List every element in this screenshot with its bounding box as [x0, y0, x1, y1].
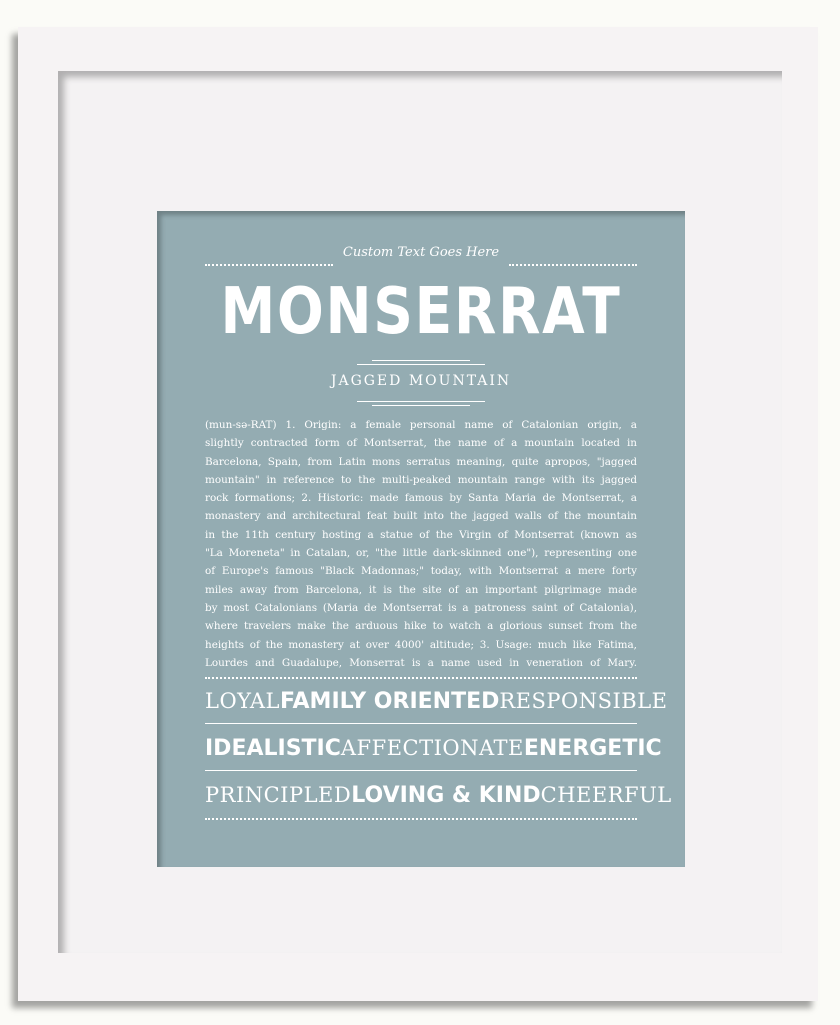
definition-line: "La Moreneta" in Catalan, or, "the little dark-skinned one"), representing one — [205, 547, 637, 560]
definition-line: mountain" in reference to the multi-peaked mountain range with its jagged — [205, 473, 637, 486]
definition-line: rock formations; 2. Historic: made famous by Santa Maria de Montserrat, a — [205, 492, 637, 505]
trait: CHEERFUL — [540, 783, 672, 807]
traits-row-1 — [205, 684, 668, 718]
definition-line: by most Catalonians (Maria de Montserrat is a patroness saint of Catalonia), — [205, 601, 637, 614]
definition-line: Barcelona, Spain, from Latin mons serratus meaning, quite apropos, "jagged — [205, 455, 637, 468]
name-meaning: JAGGED MOUNTAIN — [330, 373, 512, 389]
trait: LOYAL — [205, 689, 281, 713]
definition-line: Lourdes and Guadalupe, Monserrat is a name used in veneration of Mary. — [205, 656, 637, 669]
dotted-divider-traits-bottom — [205, 818, 637, 820]
rule-lower-wide — [357, 401, 485, 402]
mat-board — [58, 71, 782, 953]
traits-divider-1 — [205, 723, 637, 724]
definition-line: of Europe's famous "Black Madonnas;" today, with Montserrat a mere forty — [205, 565, 637, 578]
trait: ENERGETIC — [523, 735, 662, 761]
trait: LOVING & KIND — [351, 782, 541, 808]
definition-line: heights of the monastery at over 4000' altitude; 3. Usage: much like Fatima, — [205, 638, 637, 651]
definition-line: in the 11th century hosting a statue of the Virgin of Montserrat (known as — [205, 528, 637, 541]
trait: IDEALISTIC — [205, 735, 341, 761]
traits-row-2 — [205, 731, 662, 765]
trait: PRINCIPLED — [205, 783, 352, 807]
trait: AFFECTIONATE — [340, 736, 524, 760]
poster-name: MONSERRAT — [220, 275, 622, 349]
custom-text: Custom Text Goes Here — [342, 245, 500, 260]
name-poster — [157, 211, 685, 867]
rule-upper-wide — [357, 364, 485, 365]
dotted-divider-left — [205, 264, 333, 266]
dotted-divider-right — [509, 264, 637, 266]
traits-divider-2 — [205, 770, 637, 771]
dotted-divider-traits-top — [205, 677, 637, 679]
rule-upper — [372, 360, 470, 361]
definition-line: monastery and architectural feat built into the jagged walls of the mountain — [205, 510, 637, 523]
definition-line: (mun-sə-RAT) 1. Origin: a female personal name of Catalonian origin, a — [205, 419, 637, 431]
traits-row-3 — [205, 778, 672, 812]
picture-frame — [18, 27, 818, 1001]
trait: RESPONSIBLE — [499, 689, 668, 713]
trait: FAMILY ORIENTED — [280, 688, 500, 714]
definition-line: slightly contracted form of Montserrat, the name of a mountain located in — [205, 437, 637, 450]
definition-line: miles away from Barcelona, it is the site of an important pilgrimage made — [205, 583, 637, 596]
rule-lower — [372, 405, 470, 406]
definition-line: where travelers make the arduous hike to watch a glorious sunset from the — [205, 620, 637, 633]
name-definition — [205, 416, 637, 672]
